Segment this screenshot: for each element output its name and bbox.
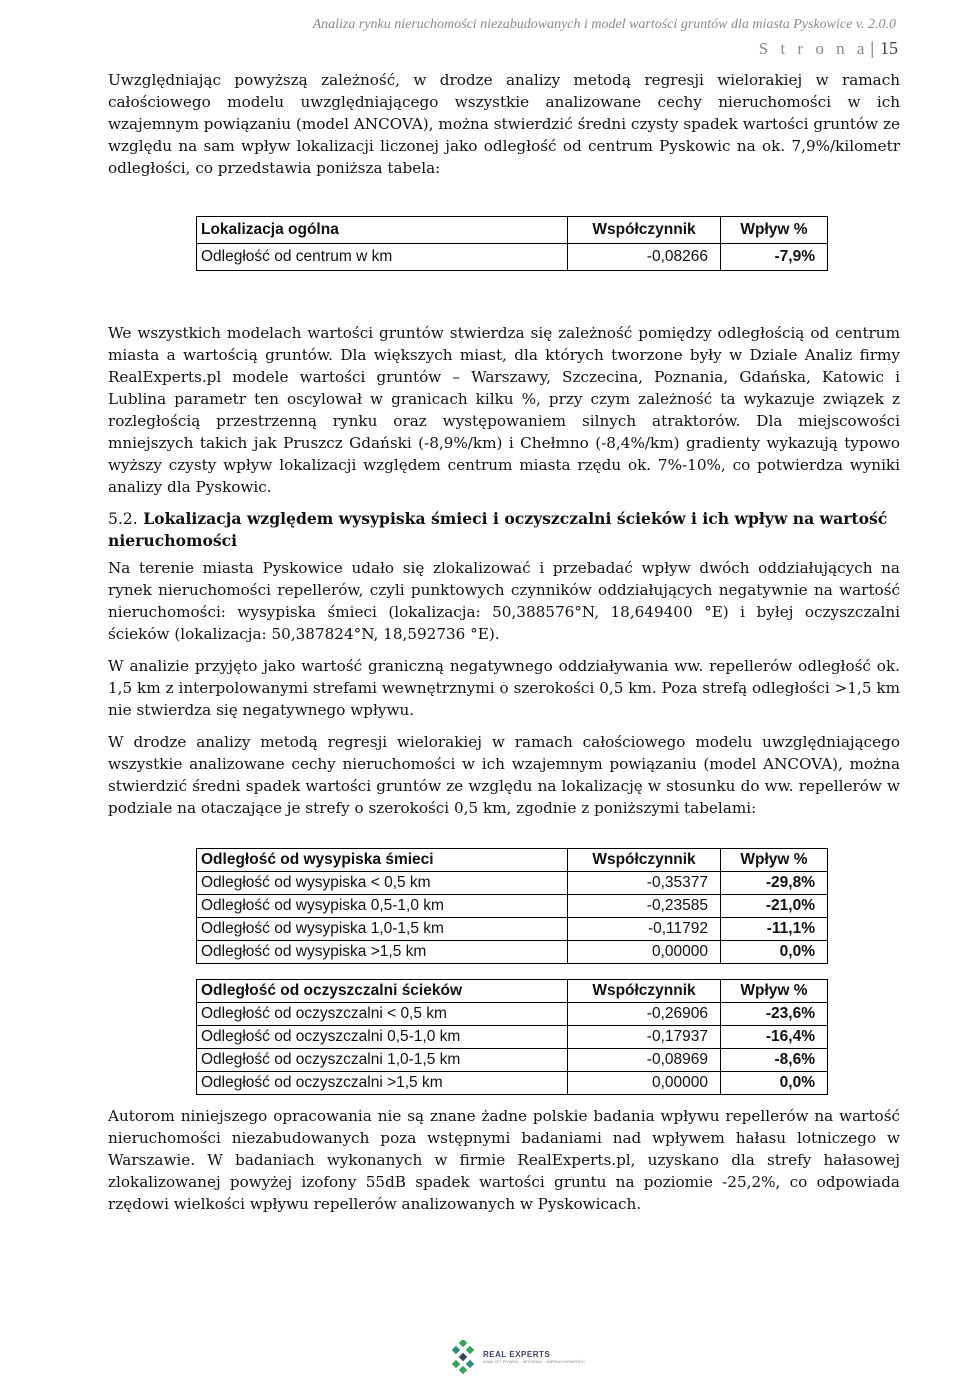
table-header-cell: Odległość od oczyszczalni ścieków [197,980,568,1003]
table-cell: -0,08969 [568,1049,721,1072]
table-header-row [197,217,828,244]
table-cell: Odległość od oczyszczalni < 0,5 km [197,1003,568,1026]
page-label: S t r o n a [758,39,869,58]
section-b-block [108,557,900,819]
table-cell: -21,0% [721,895,828,918]
table-row [197,1003,828,1026]
table-landfill-distance [196,848,828,964]
table-cell: Odległość od oczyszczalni >1,5 km [197,1072,568,1095]
table-cell: -0,08266 [568,244,721,271]
section-a-paragraph: We wszystkich modelach wartości gruntów stwierdza się zależność pomiędzy odległością od centrum miasta a wartością gruntów. Dla większych miast, dla których tworzone były w Dziale Analiz firmy RealExperts.pl modele wartości gruntów – Warszawy, Szczecina, Poznania, Gdańska, Katowic i Lublina parametr ten oscylował w granicach kilku %, przy czym zależność ta wykazuje związek z rozległością przestrzenną rynku oraz występowaniem silnych atraktorów. Dla miejscowości mniejszych takich jak Pruszcz Gdański (-8,9%/km) i Chełmno (-8,4%/km) gradienty wykazują typowo wyższy czysty wpływ lokalizacji względem centrum miasta rzędu ok. 7%-10%, co potwierdza wyniki analizy dla Pyskowic. [108,324,900,496]
table-location-general [196,216,828,271]
table-header-row [197,980,828,1003]
table-header-cell: Odległość od wysypiska śmieci [197,849,568,872]
table-row [197,244,828,271]
section-b-paragraph-3: W drodze analizy metodą regresji wielorakiej w ramach całościowego modelu uwzględniającego wszystkie analizowane cechy nieruchomości w ich wzajemnym powiązaniu (model ANCOVA), można stwierdzić średni spadek wartości gruntów ze względu na lokalizację w stosunku do ww. repellerów w podziale na otaczające je strefy o szerokości 0,5 km, zgodnie z poniższymi tabelami: [108,733,900,817]
running-header-title: Analiza rynku nieruchomości niezabudowanych i model wartości gruntów dla miasta Pyskowice v. 2.0.0 [312,17,896,32]
table-cell: -16,4% [721,1026,828,1049]
table-header-cell: Wpływ % [721,980,828,1003]
table-cell: Odległość od wysypiska < 0,5 km [197,872,568,895]
section-b-paragraph-2: W analizie przyjęto jako wartość graniczną negatywnego oddziaływania ww. repellerów odległość ok. 1,5 km z interpolowanymi strefami wewnętrznymi o szerokości 0,5 km. Poza strefą odległości >1,5 km nie stwierdza się negatywnego wpływu. [108,657,900,719]
table-cell: -11,1% [721,918,828,941]
logo-tagline: ANALIZY RYNKU · WYCENA · NIERUCHOMOŚCI [483,1359,585,1364]
table-cell: Odległość od oczyszczalni 1,0-1,5 km [197,1049,568,1072]
table-cell: -0,26906 [568,1003,721,1026]
footer-logo [449,1340,585,1374]
table-header-cell: Współczynnik [568,980,721,1003]
table-cell: -0,35377 [568,872,721,895]
real-experts-logo-icon [449,1340,477,1374]
logo-text [483,1350,585,1364]
table-cell: Odległość od centrum w km [197,244,568,271]
section-c-paragraph: Autorom niniejszego opracowania nie są znane żadne polskie badania wpływu repellerów na wartość nieruchomości niezabudowanych poza wstępnymi badaniami nad wpływem hałasu lotniczego w Warszawie. W badaniach wykonanych w firmie RealExperts.pl, uzyskano dla strefy hałasowej zlokalizowanej powyżej izofony 55dB spadek wartości gruntu na poziomie -25,2%, co odpowiada rzędowi wielkości wpływu repellerów analizowanych w Pyskowicach. [108,1107,900,1213]
table-row [197,1026,828,1049]
section-a-block [108,322,900,498]
table-cell: -8,6% [721,1049,828,1072]
table-header-cell: Wpływ % [721,217,828,244]
table-header-cell: Współczynnik [568,849,721,872]
table-header-cell: Lokalizacja ogólna [197,217,568,244]
section-heading [108,508,900,552]
table-cell: -0,17937 [568,1026,721,1049]
table-cell: Odległość od wysypiska 0,5-1,0 km [197,895,568,918]
table-cell: -7,9% [721,244,828,271]
table-cell: -0,23585 [568,895,721,918]
logo-brand-name: REAL EXPERTS [483,1350,551,1359]
table-cell: Odległość od wysypiska 1,0-1,5 km [197,918,568,941]
table-row [197,918,828,941]
table-treatment-plant-distance [196,979,828,1095]
table-row [197,1072,828,1095]
table-row [197,1049,828,1072]
page-number-header [759,38,898,59]
table-header-row [197,849,828,872]
table-cell: 0,0% [721,1072,828,1095]
table-cell: 0,0% [721,941,828,964]
intro-paragraph: Uwzględniając powyższą zależność, w drodze analizy metodą regresji wielorakiej w ramach całościowego modelu uwzględniającego wszystkie analizowane cechy nieruchomości w ich wzajemnym powiązaniu (model ANCOVA), można stwierdzić średni czysty spadek wartości gruntów ze względu na sam wpływ lokalizacji liczonej jako odległość od centrum Pyskowic na ok. 7,9%/kilometr odległości, co przedstawia poniższa tabela: [108,71,900,177]
table-cell: 0,00000 [568,941,721,964]
section-b-paragraph-1: Na terenie miasta Pyskowice udało się zlokalizować i przebadać wpływ dwóch oddziałujących na rynek nieruchomości repellerów, czyli punktowych czynników oddziałujących negatywnie na wartość nieruchomości: wysypiska śmieci (lokalizacja: 50,388576°N, 18,649400 °E) i byłej oczyszczalni ścieków (lokalizacja: 50,387824°N, 18,592736 °E). [108,559,900,643]
section-title: Lokalizacja względem wysypiska śmieci i oczyszczalni ścieków i ich wpływ na wartość nieruchomości [108,509,888,550]
table-row [197,895,828,918]
table-cell: Odległość od wysypiska >1,5 km [197,941,568,964]
page-number: 15 [880,38,898,58]
table-row [197,941,828,964]
table-cell: 0,00000 [568,1072,721,1095]
section-c-block [108,1105,900,1215]
intro-block [108,69,900,179]
table-cell: -0,11792 [568,918,721,941]
page-separator: | [870,38,874,58]
table-row [197,872,828,895]
table-cell: -29,8% [721,872,828,895]
table-cell: -23,6% [721,1003,828,1026]
section-number: 5.2. [108,510,138,528]
table-header-cell: Współczynnik [568,217,721,244]
table-cell: Odległość od oczyszczalni 0,5-1,0 km [197,1026,568,1049]
table-header-cell: Wpływ % [721,849,828,872]
